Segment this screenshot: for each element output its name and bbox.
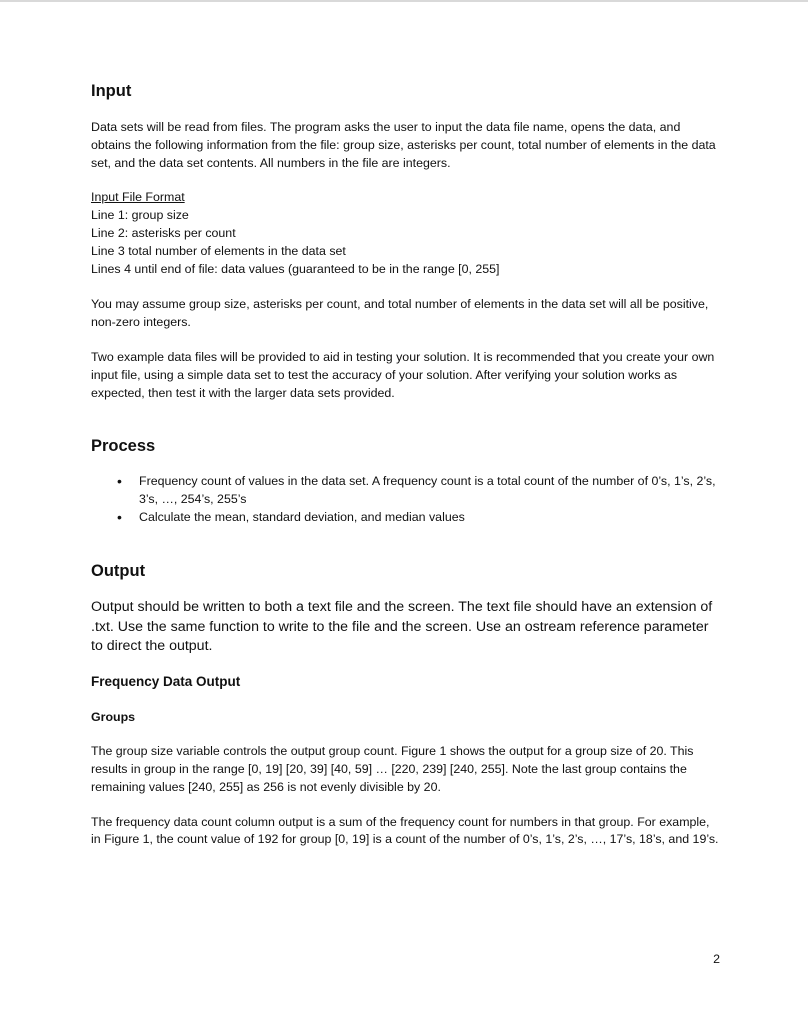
input-paragraph-2: You may assume group size, asterisks per count, and total number of elements in the data set will all be positive, non-zero integers. [91, 297, 709, 330]
frequency-data-output-heading: Frequency Data Output [91, 674, 241, 690]
input-paragraph-3: Two example data files will be provided to aid in testing your solution. It is recommended that you create your own input file, using a simple data set to test the accuracy of your solution. After verifying your solution works as expected, then test it with the larger data sets provided. [91, 349, 715, 400]
format-line-1: Line 1: group size [91, 208, 189, 223]
output-paragraph-1: Output should be written to both a text file and the screen. The text file should have an extension of .txt. Use the same function to write to the file and the screen. Use an ostream reference parameter to direct the output. [91, 598, 713, 655]
format-line-3: Line 3 total number of elements in the data set [91, 243, 346, 258]
input-paragraph-1: Data sets will be read from files. The program asks the user to input the data file name, opens the data, and obtains the following information from the file: group size, asterisks per count, total number of elements in the data set, and the data set contents. All numbers in the file are integers. [91, 120, 716, 170]
groups-heading: Groups [91, 710, 136, 725]
groups-paragraph-1: The group size variable controls the output group count. Figure 1 shows the output for a group size of 20. This results in group in the range [0, 19] [20, 39] [40, 59] … [220, 239] [240, 255]. Note the last group contains the remaining values [240, 255] as 256 is not evenly divisible by 20. [91, 744, 694, 794]
process-heading: Process [91, 437, 156, 456]
process-bullet-list [91, 473, 721, 526]
document-page [91, 80, 721, 849]
input-heading: Input [91, 82, 132, 100]
format-line-4: Lines 4 until end of file: data values (guaranteed to be in the range [0, 255] [91, 261, 500, 276]
output-heading: Output [91, 561, 146, 580]
format-line-2: Line 2: asterisks per count [91, 225, 236, 240]
page-number: 2 [713, 952, 720, 966]
input-file-format-title: Input File Format [91, 190, 185, 205]
process-bullet-1: • Frequency count of values in the data set. A frequency count is a total count of the number of 0’s, 1’s, 2’s, 3’s, …, 254’s, 255’s [139, 473, 721, 509]
page-top-border [0, 0, 808, 2]
groups-paragraph-2: The frequency data count column output is a sum of the frequency count for numbers in that group. For example, in Figure 1, the count value of 192 for group [0, 19] is a count of the number of 0’s, 1’s, 2’s, …, 17’s, 18’s, and 19’s. [91, 814, 719, 847]
process-bullet-2: • Calculate the mean, standard deviation, and median values [139, 509, 721, 527]
